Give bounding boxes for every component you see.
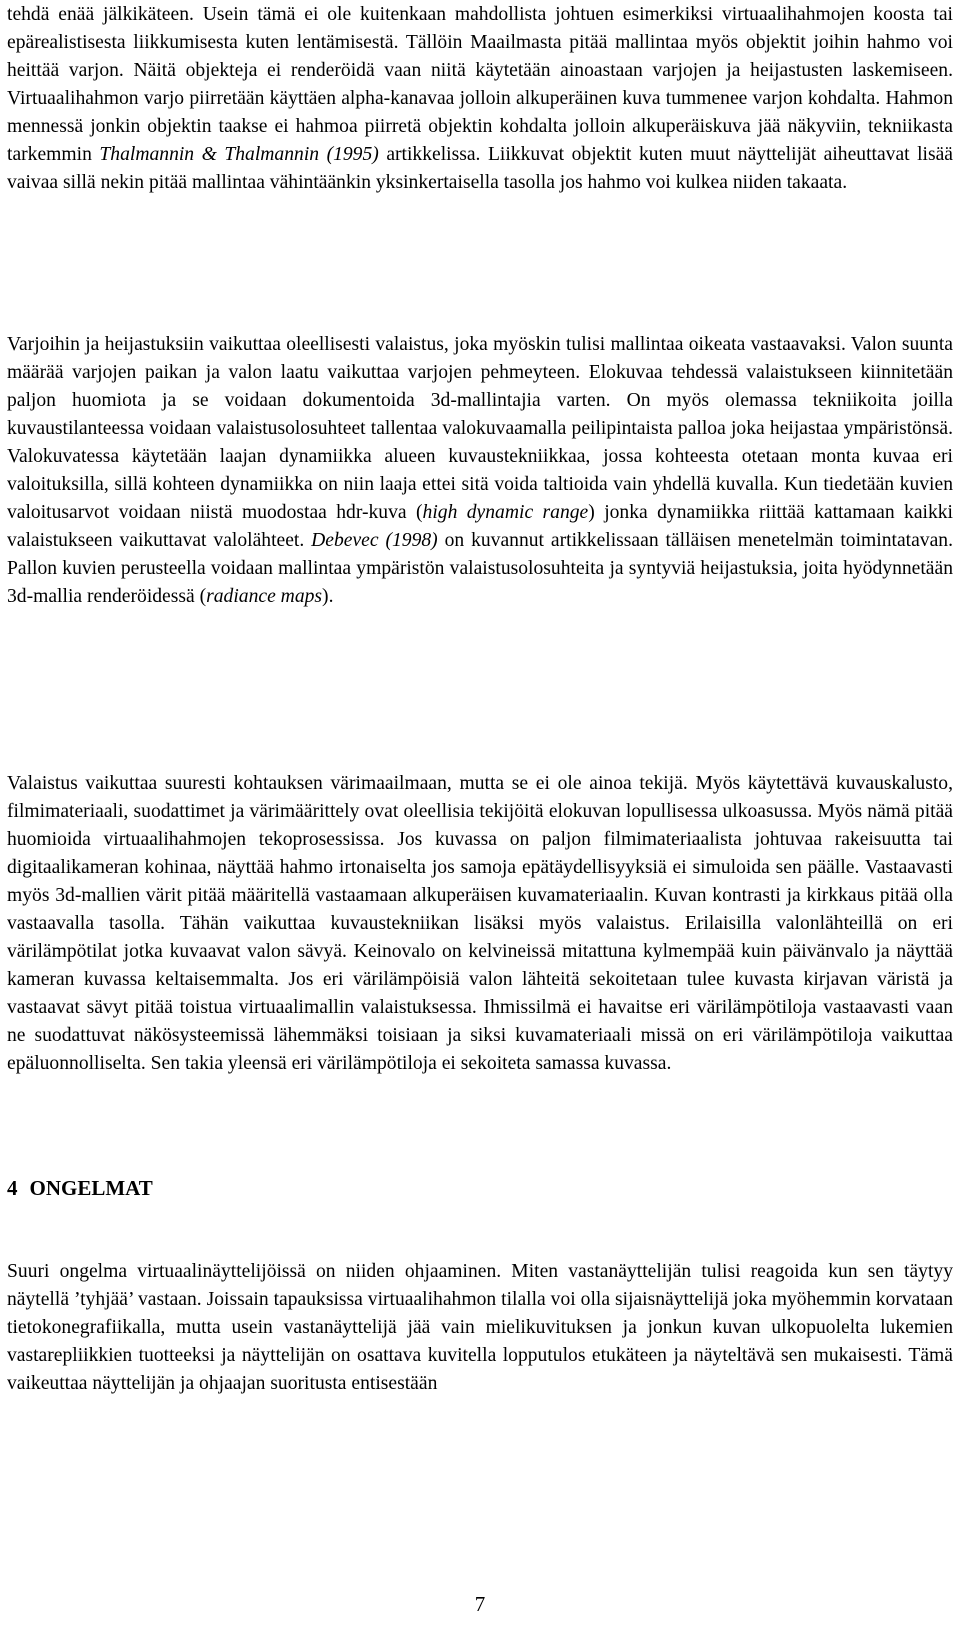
body-paragraph-shadows-objects [7,1,953,197]
citation-debevec: Debevec (1998) [311,530,438,551]
body-paragraph-problems: Suuri ongelma virtuaalinäyttelijöissä on niiden ohjaaminen. Miten vastanäyttelijän tulisi reagoida kun sen täytyy näytellä ’tyhjää’ vastaan. Joissain tapauksissa virtuaalihahmon tilalla voi olla sijaisnäyttelijä joka myöhemmin korvataan tietokonegrafiikalla, mutta usein vastanäyttelijä jää vain mielikuvituksen ja jonkun kuvan ulkopuolelta lukemien vastarepliikkien tuotteeksi ja näyttelijän on osattava kuvitella lopputulos etukäteen ja näyteltävä sen mukaisesti. Tämä vaikeuttaa näyttelijän ja ohjaajan suoritusta entisestään [7,1261,953,1394]
paragraph-text: ). [322,586,334,607]
paragraph-text: Varjoihin ja heijastuksiin vaikuttaa oleellisesti valaistus, joka myöskin tulisi mallintaa oikeata vastaavaksi. Valon suunta määrää varjojen paikan ja valon laatu vaikuttaa varjojen pehmeyteen. Elokuvaa tehdessä valaistukseen kiinnitetään paljon huomiota ja se voidaan dokumentoida 3d-mallintajia varten. On myös olemassa tekniikoita joilla kuvaustilanteessa voidaan valaistusolosuhteet tallentaa valokuvaamalla peilipintaista palloa joka heijastaa ympäristönsä. Valokuvatessa käytetään laajan dynamiikka alueen kuvaustekniikkaa, jossa kohteesta otetaan monta kuvaa eri valoituksilla, sillä kohteen dynamiikka on niin laaja ettei sitä voida taltioida vain yhdellä kuvalla. Kun tiedetään kuvien valoitusarvot voidaan niistä muodostaa hdr-kuva ( [7,334,953,523]
body-paragraph-color-world: Valaistus vaikuttaa suuresti kohtauksen värimaailmaan, mutta se ei ole ainoa tekijä. Myös käytettävä kuvauskalusto, filmimateriaali, suodattimet ja värimäärittely ovat oleellisia tekijöitä elokuvan lopullisessa ulkoasussa. Myös nämä pitää huomioida virtuaalihahmojen tekoprosessissa. Jos kuvassa on paljon filmimateriaalista johtuvaa rakeisuutta tai digitaalikameran kohinaa, näyttää hahmo irtonaiselta jos samoja epätäydellisyyksiä ei simuloida sen päälle. Vastaavasti myös 3d-mallien värit pitää määritellä vastaamaan alkuperäisen kuvamateriaalin. Kuvan kontrasti ja kirkkaus pitää olla vastaavalla tasolla. Tähän vaikuttaa kuvaustekniikan lisäksi myös valaistus. Erilaisilla valonlähteillä on eri värilämpötilat jotka kuvaavat valon sävyä. Keinovalo on kelvineissä mitattuna kylmempää kuin päivänvalo ja näyttää kameran kuvassa keltaisemmalta. Jos eri värilämpöisiä valon lähteitä sekoitetaan tulee kuvasta kirjavan väristä ja vastaavat sävyt pitää toistua virtuaalimallin valaistuksessa. Ihmissilmä ei havaitse eri värilämpötiloja vastaavasti vaan ne suodattuvat näkösysteemissä lähemmäksi toisiaan ja siksi kuvamateriaali missä on eri värilämpötiloja vaikuttaa epäluonnolliselta. Sen takia yleensä eri värilämpötiloja ei sekoiteta samassa kuvassa. [7,773,953,1074]
term-radiance-maps: radiance maps [206,586,323,607]
section-heading [7,1174,153,1202]
section-number: 4 [7,1176,18,1200]
page-number: 7 [474,1592,486,1616]
body-paragraph-lighting-capture [7,331,953,611]
section-title: ONGELMAT [29,1176,153,1200]
paragraph-text: ) jonka dynamiikka riittää kattamaan kaikki valaistukseen vaikuttavat valolähteet. [7,502,953,551]
citation-thalmann: Thalmannin & Thalmannin (1995) [99,144,379,165]
paragraph-text: on kuvannut artikkelissaan tälläisen menetelmän toimintatavan. Pallon kuvien perusteella voidaan mallintaa ympäristön valaistusolosuhteita ja syntyviä heijastuksia, joita hyödynnetään 3d-mallia renderöidessä ( [7,530,953,607]
paragraph-text: tehdä enää jälkikäteen. Usein tämä ei ole kuitenkaan mahdollista johtuen esimerkiksi virtuaalihahmojen koosta tai epärealistisesta liikkumisesta kuten lentämisestä. Tällöin Maailmasta pitää mallintaa myös objektit joihin hahmo voi heittää varjon. Näitä objekteja ei renderöidä vaan niitä käytetään ainoastaan varjojen ja heijastusten laskemiseen. Virtuaalihahmon varjo piirretään käyttäen alpha-kanavaa jolloin alkuperäinen kuva tummenee varjon kohdalta. Hahmon mennessä jonkin objektin taakse ei hahmoa piirretä objektin kohdalta jolloin alkuperäiskuva jää näkyviin, tekniikasta tarkemmin [7,4,953,165]
paragraph-text: artikkelissa. Liikkuvat objektit kuten muut näyttelijät aiheuttavat lisää vaivaa sillä nekin pitää mallintaa vähintäänkin yksinkertaisella tasolla jos hahmo voi kulkea niiden takaata. [7,144,954,193]
term-hdr: high dynamic range [422,502,589,523]
